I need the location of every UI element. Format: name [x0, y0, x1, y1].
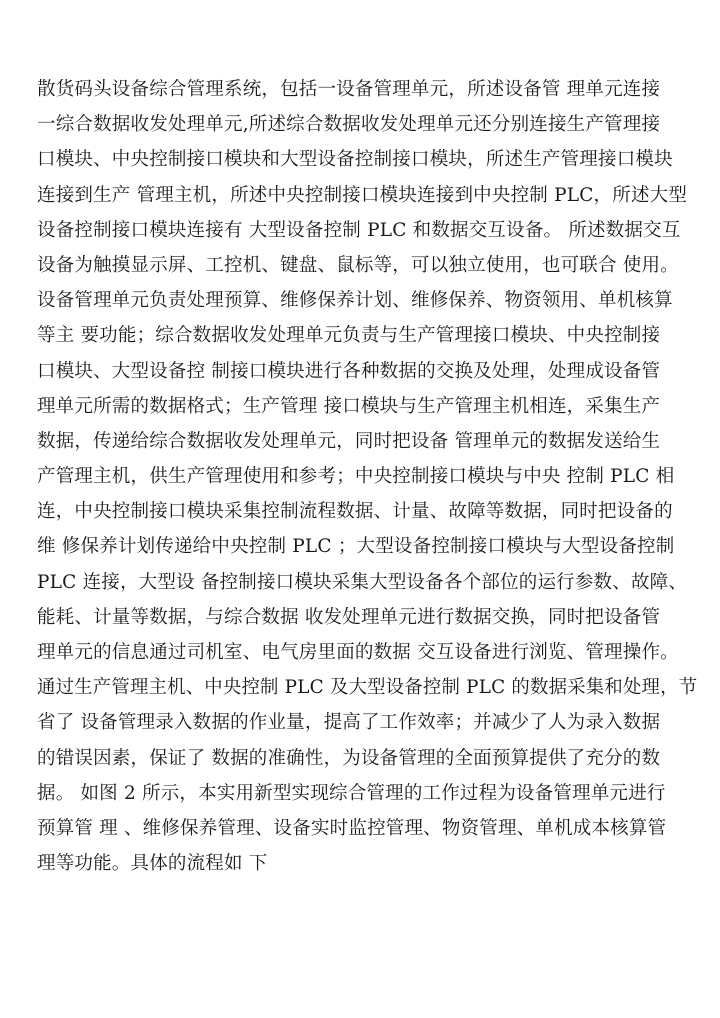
text-line: 口模块、中央控制接口模块和大型设备控制接口模块，所述生产管理接口模块 [37, 149, 673, 171]
text-line: 维 修保养计划传递给中央控制 PLC ；大型设备控制接口模块与大型设备控制 [37, 536, 675, 558]
text-line: 等主 要功能；综合数据收发处理单元负责与生产管理接口模块、中央控制接 [37, 325, 661, 347]
text-line: 设备管理单元负责处理预算、维修保养计划、维修保养、物资领用、单机核算 [37, 290, 673, 312]
text-line: 口模块、大型设备控 制接口模块进行各种数据的交换及处理，处理成设备管 [37, 360, 661, 382]
text-line: 能耗、计量等数据，与综合数据 收发处理单元进行数据交换，同时把设备管 [37, 606, 661, 628]
text-line: 通过生产管理主机、中央控制 PLC 及大型设备控制 PLC 的数据采集和处理，节 [37, 677, 698, 699]
text-line: PLC 连接，大型设 备控制接口模块采集大型设备各个部位的运行参数、故障、 [37, 571, 688, 593]
text-line: 连接到生产 管理主机，所述中央控制接口模块连接到中央控制 PLC，所述大型 [37, 184, 688, 206]
text-line: 设备为触摸显示屏、工控机、键盘、鼠标等，可以独立使用，也可联合 使用。 [37, 254, 679, 276]
text-line: 连，中央控制接口模块采集控制流程数据、计量、故障等数据，同时把设备的 [37, 501, 673, 523]
text-line: 据。 如图 2 所示，本实用新型实现综合管理的工作过程为设备管理单元进行 [37, 782, 666, 804]
text-line: 省了 设备管理录入数据的作业量，提高了工作效率；并减少了人为录入数据 [37, 712, 661, 734]
text-line: 散货码头设备综合管理系统，包括一设备管理单元，所述设备管 理单元连接 [37, 79, 661, 100]
text-line: 数据，传递给综合数据收发处理单元，同时把设备 管理单元的数据发送给生 [37, 430, 661, 452]
text-line: 理等功能。具体的流程如 下 [37, 853, 268, 875]
text-line: 预算管 理 、维修保养管理、设备实时监控管理、物资管理、单机成本核算管 [37, 817, 667, 839]
text-line: 的错误因素，保证了 数据的准确性，为设备管理的全面预算提供了充分的数 [37, 747, 661, 769]
body-paragraph [37, 72, 697, 881]
text-line: 理单元的信息通过司机室、电气房里面的数据 交互设备进行浏览、管理操作。 [37, 642, 679, 663]
text-line: 理单元所需的数据格式；生产管理 接口模块与生产管理主机相连，采集生产 [37, 395, 661, 417]
text-line: 产管理主机，供生产管理使用和参考；中央控制接口模块与中央 控制 PLC 相 [37, 466, 675, 488]
text-line: 一综合数据收发处理单元,所述综合数据收发处理单元还分别连接生产管理接 [37, 114, 661, 136]
text-line: 设备控制接口模块连接有 大型设备控制 PLC 和数据交互设备。 所述数据交互 [37, 219, 681, 241]
